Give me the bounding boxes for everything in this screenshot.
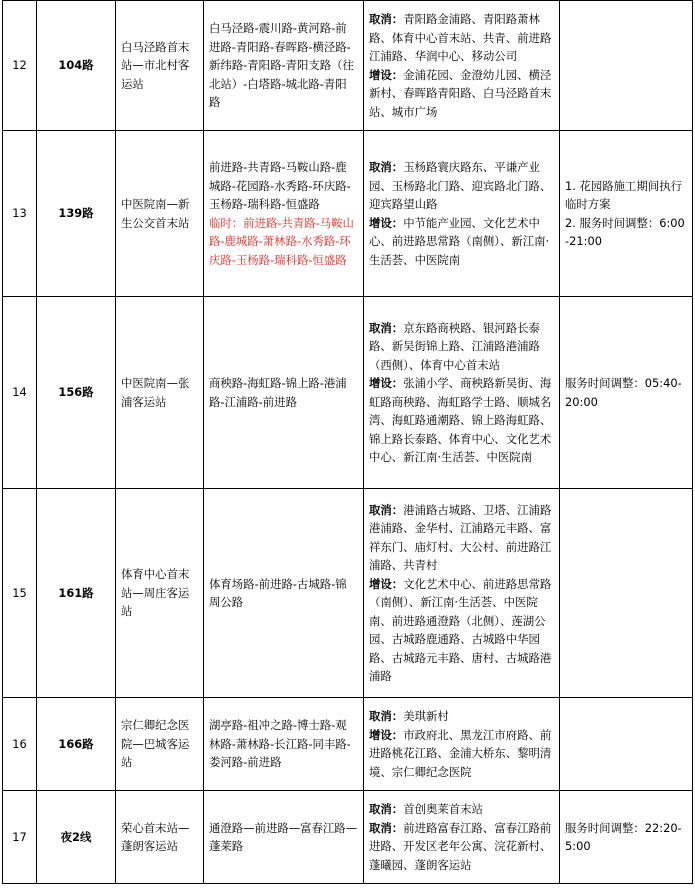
route-terminals: 白马泾路首末站—市北村客运站 [116,1,204,131]
route-path: 湖亭路-祖冲之路-博士路-观林路-萧林路-长江路-同丰路-娄河路-前进路 [204,698,364,791]
add-label: 增设： [369,215,404,230]
cancelled-stops: 京东路商秧路、银河路长泰路、新吴街锦上路、江浦路港浦路（西侧）、体育中心首末站 [369,320,540,372]
route-name: 139路 [37,131,116,297]
stop-adjustments [364,1,560,131]
route-note: 服务时间调整：22:20-5:00 [560,791,693,884]
route-path: 白马泾路-震川路-黄河路-前进路-青阳路-春晖路-横泾路-新纬路-青阳路-青阳支路（往北站）-白塔路-城北路-青阳路 [204,1,364,131]
row-index: 14 [3,297,37,489]
table-row [3,297,693,489]
cancelled-stops: 首创奥莱首末站 [403,802,483,816]
cancelled-stops: 港浦路古城路、卫塔、江浦路港浦路、金华村、江浦路元丰路、富祥东门、庙灯村、大公村、前进路江浦路、共青村 [369,502,552,572]
route-terminals: 荣心首末站—蓬朗客运站 [116,791,204,884]
row-index: 17 [3,791,37,884]
route-name: 夜2线 [37,791,116,884]
table-row [3,791,693,884]
route-name: 161路 [37,489,116,698]
stop-adjustments [364,791,560,884]
cancelled-stops: 玉杨路寰庆路东、平谦产业园、玉杨路北门路、迎宾路北门路、迎宾路望山路 [369,160,552,211]
added-stops: 金浦花园、金澄幼儿园、横泾新村、春晖路青阳路、白马泾路首末站、城市广场 [369,67,552,119]
row-index: 13 [3,131,37,297]
route-path: 通澄路—前进路—富春江路—蓬莱路 [204,791,364,884]
row-index: 12 [3,1,37,131]
temporary-path: 临时：前进路-共青路-马鞍山路-鹿城路-萧林路-水秀路-环庆路-玉杨路-瑞科路-恒盛路 [209,215,354,267]
add-label: 增设： [369,376,404,390]
cancel-label-2: 取消： [369,820,404,835]
route-path [204,131,364,297]
route-note [560,698,693,791]
route-note [560,489,693,698]
table-row [3,698,693,791]
row-index: 15 [3,489,37,698]
note-line-1: 1. 花园路施工期间执行临时方案 [565,178,683,211]
stop-adjustments [364,698,560,791]
route-path: 体育场路-前进路-古城路-锦周公路 [204,489,364,698]
cancel-label: 取消： [369,160,404,174]
stop-adjustments [364,131,560,297]
table-row [3,489,693,698]
route-name: 166路 [37,698,116,791]
table-row [3,131,693,297]
add-label: 增设： [369,576,404,591]
route-note [560,1,693,131]
normal-path: 前进路-共青路-马鞍山路-鹿城路-花园路-水秀路-环庆路-玉杨路-瑞科路-恒盛路 [209,160,351,211]
row-index: 16 [3,698,37,791]
added-stops: 市政府北、黑龙江市府路、前进路桃花江路、金浦大桥东、黎明清境、宗仁卿纪念医院 [369,727,552,779]
route-name: 156路 [37,297,116,489]
route-terminals: 体育中心首末站—周庄客运站 [116,489,204,698]
route-path: 商秧路-海虹路-锦上路-港浦路-江浦路-前进路 [204,297,364,489]
route-note: 服务时间调整：05:40-20:00 [560,297,693,489]
route-note [560,131,693,297]
added-stops: 文化艺术中心、前进路思常路（南侧）、新江南·生活荟、中医院南、前进路通澄路（北侧）、莲湖公园、古城路鹿通路、古城路中华园路、古城路元丰路、唐村、古城路港浦路 [369,576,552,683]
route-terminals: 宗仁卿纪念医院—巴城客运站 [116,698,204,791]
cancelled-stops: 青阳路金浦路、青阳路萧林路、体育中心首末站、共青、前进路江浦路、华润中心、移动公司 [369,12,552,63]
stop-adjustments [364,297,560,489]
cancelled-stops-2: 前进路富春江路、富春江路前进路、开发区老年公寓、浣花新村、蓬曦园、蓬朗客运站 [369,820,552,872]
cancel-label: 取消： [369,12,404,26]
cancel-label: 取消： [369,320,404,335]
route-terminals: 中医院南—张浦客运站 [116,297,204,489]
route-adjustment-table [2,0,693,884]
cancelled-stops: 美琪新村 [403,709,449,723]
cancel-label: 取消： [369,709,404,723]
stop-adjustments [364,489,560,698]
cancel-label: 取消： [369,802,404,816]
table-row [3,1,693,131]
added-stops: 张浦小学、商秧路新吴街、海虹路商秧路、海虹路学士路、顺城名湾、海虹路通潮路、锦上路海虹路、锦上路长泰路、体育中心、文化艺术中心、新江南·生活荟、中医院南 [369,376,552,464]
route-name: 104路 [37,1,116,131]
note-line-2: 2. 服务时间调整：6:00-21:00 [565,215,685,248]
added-stops: 中节能产业园、文化艺术中心、前进路思常路（南侧）、新江南·生活荟、中医院南 [369,215,550,267]
add-label: 增设： [369,67,404,82]
cancel-label: 取消： [369,502,404,517]
route-terminals: 中医院南—新生公交首末站 [116,131,204,297]
add-label: 增设： [369,727,404,742]
